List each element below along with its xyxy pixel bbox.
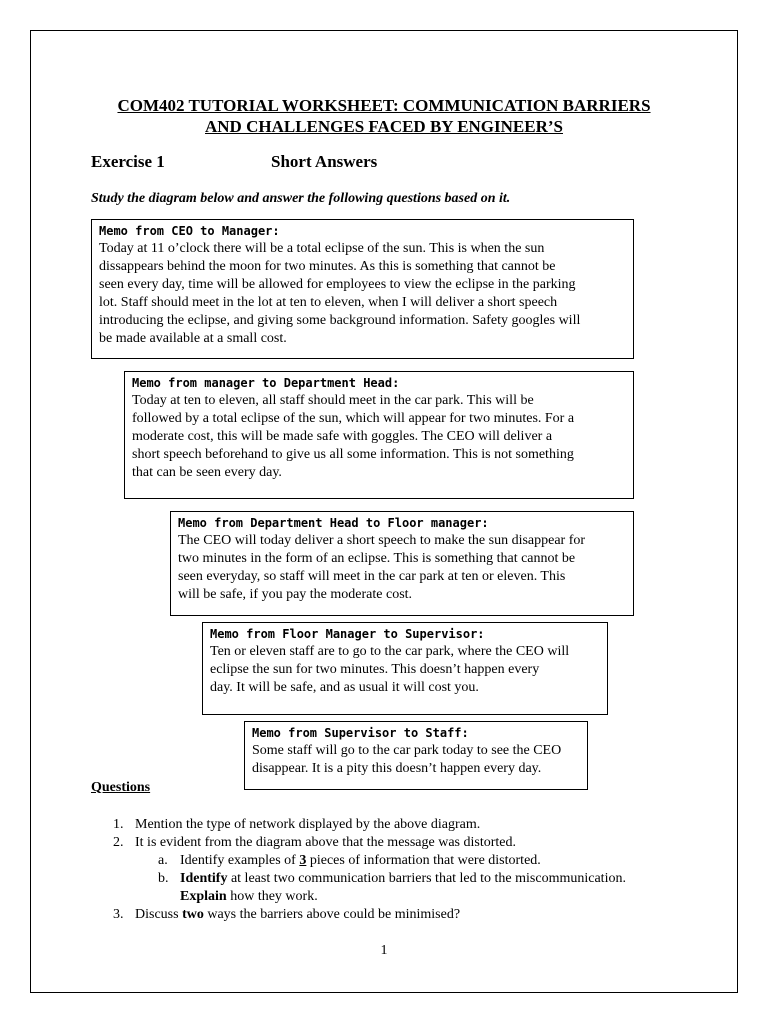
questions-heading: Questions [91, 780, 151, 795]
question-2b [158, 870, 626, 888]
worksheet-title-line-2: AND CHALLENGES FACED BY ENGINEER’S [205, 117, 563, 136]
exercise-label: Exercise 1 [91, 152, 165, 171]
memo-line: will be safe, if you pay the moderate cost. [178, 587, 413, 602]
question-text: It is evident from the diagram above that the message was distorted. [135, 835, 517, 850]
memo-line: followed by a total eclipse of the sun, which will appear for two minutes. For a [132, 411, 575, 426]
question-number: 2. [113, 835, 124, 850]
memo-supervisor-to-staff [244, 721, 588, 790]
question-emphasis: Explain [180, 889, 227, 904]
memo-line: Today at 11 o’clock there will be a total eclipse of the sun. This is when the sun [99, 241, 545, 256]
memo-manager-to-department-head [124, 371, 634, 499]
question-text: pieces of information that were distorted. [306, 853, 541, 868]
memo-line: two minutes in the form of an eclipse. This is something that cannot be [178, 551, 576, 566]
question-2a [158, 852, 541, 870]
question-text: Discuss [135, 907, 183, 922]
memo-heading: Memo from manager to Department Head: [132, 376, 400, 390]
question-emphasis: 3 [299, 853, 307, 868]
memo-line: introducing the eclipse, and giving some background information. Safety googles will [99, 313, 581, 328]
question-emphasis: Identify [180, 871, 228, 886]
memo-heading: Memo from Department Head to Floor manager: [178, 516, 489, 530]
memo-line: Some staff will go to the car park today to see the CEO [252, 743, 562, 758]
memo-line: lot. Staff should meet in the lot at ten to eleven, when I will deliver a short speech [99, 295, 558, 310]
memo-line: short speech beforehand to give us all some information. This is not something [132, 447, 574, 462]
memo-line: seen every day, time will be allowed for employees to view the eclipse in the parking [99, 277, 576, 292]
question-3 [113, 906, 460, 924]
question-text: ways the barriers above could be minimised? [203, 907, 461, 922]
memo-heading: Memo from Supervisor to Staff: [252, 726, 469, 740]
memo-line: be made available at a small cost. [99, 331, 287, 346]
memo-line: disappear. It is a pity this doesn’t happen every day. [252, 761, 542, 776]
question-number: b. [158, 871, 169, 886]
question-number: a. [158, 853, 168, 868]
memo-department-head-to-floor-manager [170, 511, 634, 616]
question-text: Mention the type of network displayed by the above diagram. [135, 817, 481, 832]
memo-line: seen everyday, so staff will meet in the car park at ten or eleven. This [178, 569, 566, 584]
memo-line: Today at ten to eleven, all staff should meet in the car park. This will be [132, 393, 534, 408]
question-text: how they work. [226, 889, 318, 904]
page-number: 1 [380, 943, 388, 958]
question-text: Identify examples of [180, 853, 300, 868]
question-text: at least two communication barriers that led to the miscommunication. [227, 871, 626, 886]
memo-line: The CEO will today deliver a short speech to make the sun disappear for [178, 533, 586, 548]
question-number: 1. [113, 817, 124, 832]
instruction-text: Study the diagram below and answer the following questions based on it. [91, 191, 511, 206]
question-number: 3. [113, 907, 124, 922]
memo-ceo-to-manager [91, 219, 634, 359]
memo-floor-manager-to-supervisor [202, 622, 608, 715]
question-1 [113, 816, 480, 834]
question-2 [113, 834, 516, 852]
memo-line: that can be seen every day. [132, 465, 282, 480]
memo-line: Ten or eleven staff are to go to the car park, where the CEO will [210, 644, 570, 659]
memo-line: moderate cost, this will be made safe with goggles. The CEO will deliver a [132, 429, 553, 444]
question-emphasis: two [182, 907, 204, 922]
exercise-type: Short Answers [271, 152, 378, 171]
worksheet-title-line-1: COM402 TUTORIAL WORKSHEET: COMMUNICATION BARRIERS [117, 96, 651, 115]
memo-line: day. It will be safe, and as usual it will cost you. [210, 680, 479, 695]
memo-heading: Memo from CEO to Manager: [99, 224, 280, 238]
memo-heading: Memo from Floor Manager to Supervisor: [210, 627, 485, 641]
memo-line: dissappears behind the moon for two minutes. As this is something that cannot be [99, 259, 556, 274]
question-2b-continued [180, 888, 318, 906]
memo-line: eclipse the sun for two minutes. This doesn’t happen every [210, 662, 540, 677]
